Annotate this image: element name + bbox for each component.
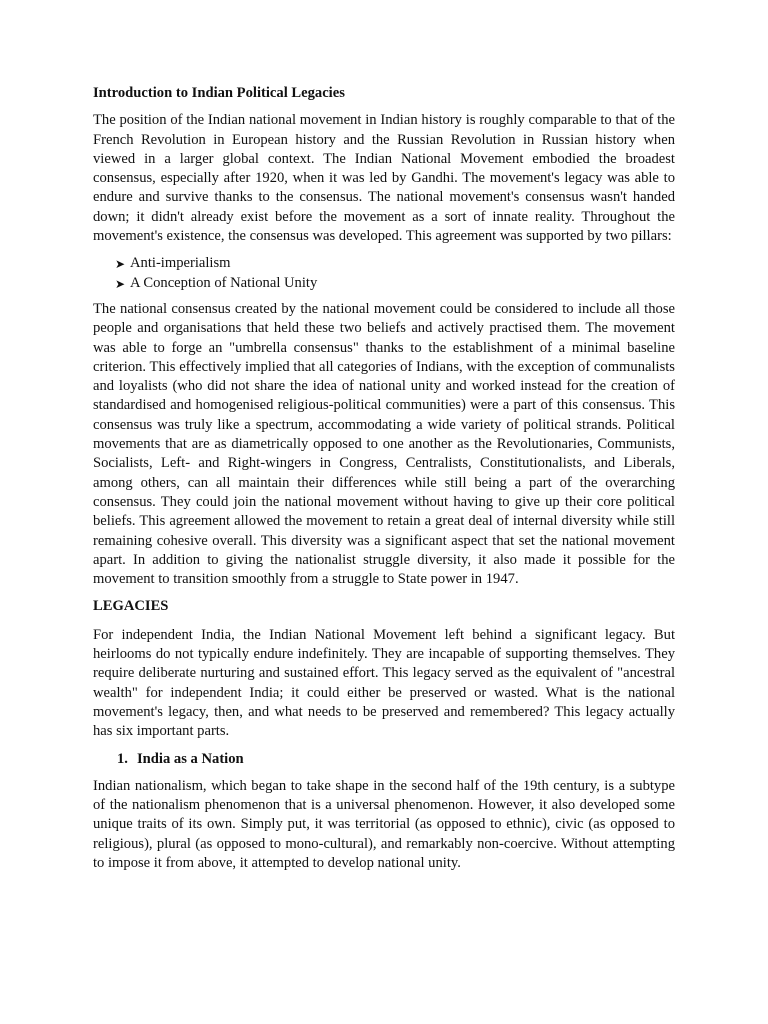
consensus-paragraph: The national consensus created by the national movement could be considered to include all those people and organisations that held these two beliefs and actively practised them. The movement was able to forge an "umbrella consensus" thanks to the establishment of a minimal baseline criterion. This effectively implied that all categories of Indians, with the exception of communalists and loyalists (who did not share the idea of national unity and worked instead for the creation of standardised and homogenised religious-political communities) were a part of this consensus. This consensus was truly like a spectrum, accommodating a wide variety of political strands. Political movements that are as diametrically opposed to one another as the Revolutionaries, Communists, Socialists, Left- and Right-wingers in Congress, Centralists, Constitutionalists, and Liberals, among others, can all maintain their differences while still being a part of the overarching consensus. They could join the national movement without having to give up their core political beliefs. This agreement allowed the movement to retain a great deal of internal diversity while still remaining cohesive overall. This diversity was a significant aspect that set the national movement apart. In addition to giving the nationalist struggle diversity, it also made it possible for the movement to transition smoothly from a struggle to State power in 1947. bbox=[93, 300, 675, 588]
list-item-label: Anti-imperialism bbox=[130, 255, 231, 272]
list-item-label: A Conception of National Unity bbox=[130, 274, 318, 291]
legacies-paragraph: For independent India, the Indian National Movement left behind a significant legacy. But heirlooms do not typically endure indefinitely. They are incapable of supporting themselves. They require deliberate nurturing and sustained effort. This legacy served as the equivalent of "ancestral wealth" for independent India; it could either be preserved or wasted. What is the national movement's legacy, then, and what needs to be preserved and remembered? This legacy actually has six important parts. bbox=[93, 626, 675, 740]
list-item bbox=[93, 254, 675, 273]
intro-paragraph: The position of the Indian national movement in Indian history is roughly comparable to that of the French Revolution in European history and the Russian Revolution in Russian history when viewed in a larger global context. The Indian National Movement embodied the broadest consensus, especially after 1920, when it was led by Gandhi. The movement's legacy was able to endure and survive thanks to the consensus. The national movement's consensus wasn't handed down; it didn't already exist before the movement as a sort of innate reality. Throughout the movement's existence, the consensus was developed. This agreement was supported by two pillars: bbox=[93, 112, 675, 245]
arrowhead-bullet-icon: ➤ bbox=[115, 257, 126, 272]
heading-number: 1. bbox=[117, 750, 128, 767]
legacies-heading: LEGACIES bbox=[93, 598, 169, 615]
pillars-list bbox=[93, 254, 675, 293]
arrowhead-bullet-icon: ➤ bbox=[115, 276, 126, 291]
document-title: Introduction to Indian Political Legacies bbox=[93, 85, 345, 101]
numbered-heading bbox=[93, 750, 675, 769]
document-page bbox=[93, 84, 675, 881]
heading-label: India as a Nation bbox=[137, 750, 244, 767]
list-item bbox=[93, 274, 675, 293]
nation-paragraph: Indian nationalism, which began to take shape in the second half of the 19th century, is a subtype of the nationalism phenomenon that is a universal phenomenon. However, it also developed some unique traits of its own. Simply put, it was territorial (as opposed to ethnic), civic (as opposed to religious), plural (as opposed to mono-cultural), and remarkably non-coercive. Without attempting to impose it from above, it attempted to develop national unity. bbox=[93, 777, 675, 871]
